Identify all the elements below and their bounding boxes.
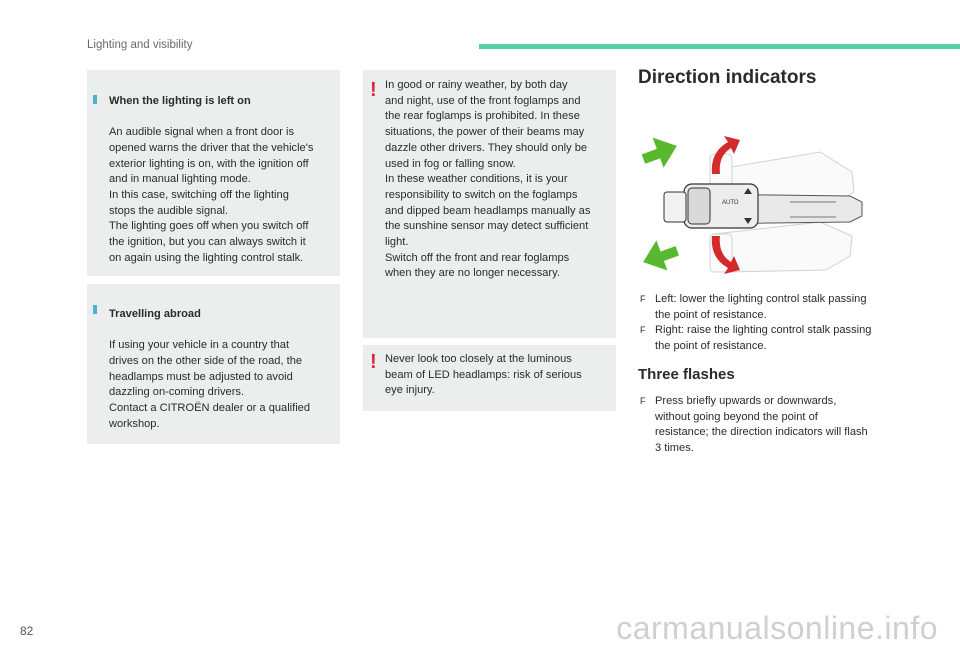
warning-box-body: In good or rainy weather, by both day and night, use of the front foglamps and the rear foglamps is prohibited. In these situations, the power of their beams may dazzle other drivers. They should only be used in fog or falling snow. In these weather conditions, it is your responsibility to switch on the foglamps and dipped beam headlamps manually as the sunshine sensor may detect sufficient light. Switch off the front and rear foglamps when they are no longer necessary.: [385, 79, 591, 280]
info-box-title: Travelling abroad: [109, 307, 201, 320]
warning-box-foglamps: [363, 70, 616, 338]
bullet-text: Right: raise the lighting control stalk passing the point of resistance.: [655, 324, 872, 352]
warning-icon: !: [370, 351, 377, 373]
info-icon: [93, 95, 97, 104]
info-box-travelling-abroad: [87, 284, 340, 444]
page-number: 82: [20, 624, 34, 638]
info-box-lighting-left-on: [87, 70, 340, 276]
section-label: Lighting and visibility: [87, 39, 193, 51]
warning-box-body: Never look too closely at the luminous beam of LED headlamps: risk of serious eye injury.: [385, 353, 582, 397]
bullet-marker: F: [640, 396, 646, 406]
stalk-illustration: [640, 122, 872, 284]
section-accent-bar: [479, 44, 960, 49]
info-box-title: When the lighting is left on: [109, 94, 251, 107]
section-title-direction-indicators: Direction indicators: [638, 67, 817, 88]
list-item: [640, 292, 910, 323]
list-item: [640, 323, 910, 354]
bullet-text: Left: lower the lighting control stalk passing the point of resistance.: [655, 293, 867, 321]
info-icon: [93, 305, 97, 314]
watermark: carmanualsonline.info: [616, 610, 938, 646]
bullet-marker: F: [640, 294, 646, 304]
info-text: [109, 291, 337, 448]
bullet-marker: F: [640, 325, 646, 335]
info-box-body: If using your vehicle in a country that drives on the other side of the road, the headlamps must be adjusted to avoid dazzling on-coming drivers. Contact a CITROËN dealer or a qualified workshop.: [109, 339, 311, 430]
bullet-text: Press briefly upwards or downwards, without going beyond the point of resistance; the direction indicators will flash 3 times.: [655, 395, 868, 455]
info-box-body: An audible signal when a front door is opened warns the driver that the vehicle's exterior lighting is on, with the ignition off and in manual lighting mode. In this case, switching off the lighting stops the audible signal. The lighting goes off when you switch off the ignition, but you can always switch it on again using the lighting control stalk.: [109, 126, 314, 264]
left-turn-arrow-icon: [640, 235, 682, 277]
warning-box-led: [363, 345, 616, 411]
section-title-three-flashes: Three flashes: [638, 366, 735, 383]
list-item: [640, 394, 910, 457]
right-turn-arrow-icon: [640, 131, 682, 173]
info-text: [109, 78, 337, 282]
warning-icon: !: [370, 79, 377, 101]
stalk-auto-label: AUTO: [722, 200, 739, 206]
